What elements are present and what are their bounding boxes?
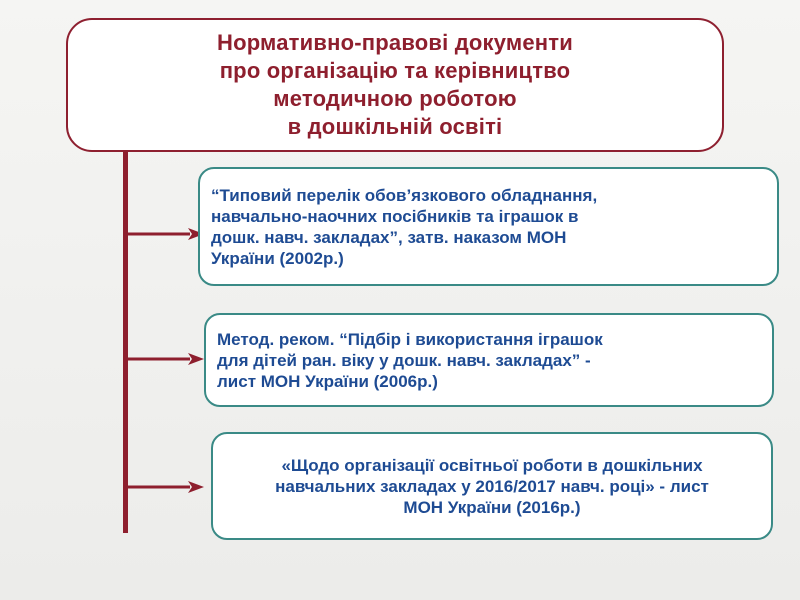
connector-arrow-3 <box>126 480 206 494</box>
arrow-right-icon <box>126 352 206 366</box>
connector-arrow-2 <box>126 352 206 366</box>
document-box-2016-2017-educational-work-letter <box>211 432 773 540</box>
document-text: Метод. реком. “Підбір і використання іграшок для дітей ран. віку у дошк. навч. закладах” - лист МОН України (2006р.) <box>217 329 603 391</box>
arrow-right-icon <box>126 480 206 494</box>
diagram-title: Нормативно-правові документи про організацію та керівництво методичною роботою в дошкільній освіті <box>216 30 573 139</box>
document-text: “Типовий перелік обов’язкового обладнання, навчально-наочних посібників та іграшок в дошк. навч. закладах”, затв. наказом МОН України (2002р.) <box>211 185 598 268</box>
document-text: «Щодо організації освітньої роботи в дошкільних навчальних закладах у 2016/2017 навч. році» - лист МОН України (2016р.) <box>275 455 709 517</box>
document-box-typical-equipment-list <box>198 167 779 286</box>
title-box <box>66 18 724 152</box>
document-box-toy-selection-recommendations <box>204 313 774 407</box>
connector-trunk <box>123 152 128 533</box>
arrow-right-icon <box>126 227 206 241</box>
connector-arrow-1 <box>126 227 206 241</box>
